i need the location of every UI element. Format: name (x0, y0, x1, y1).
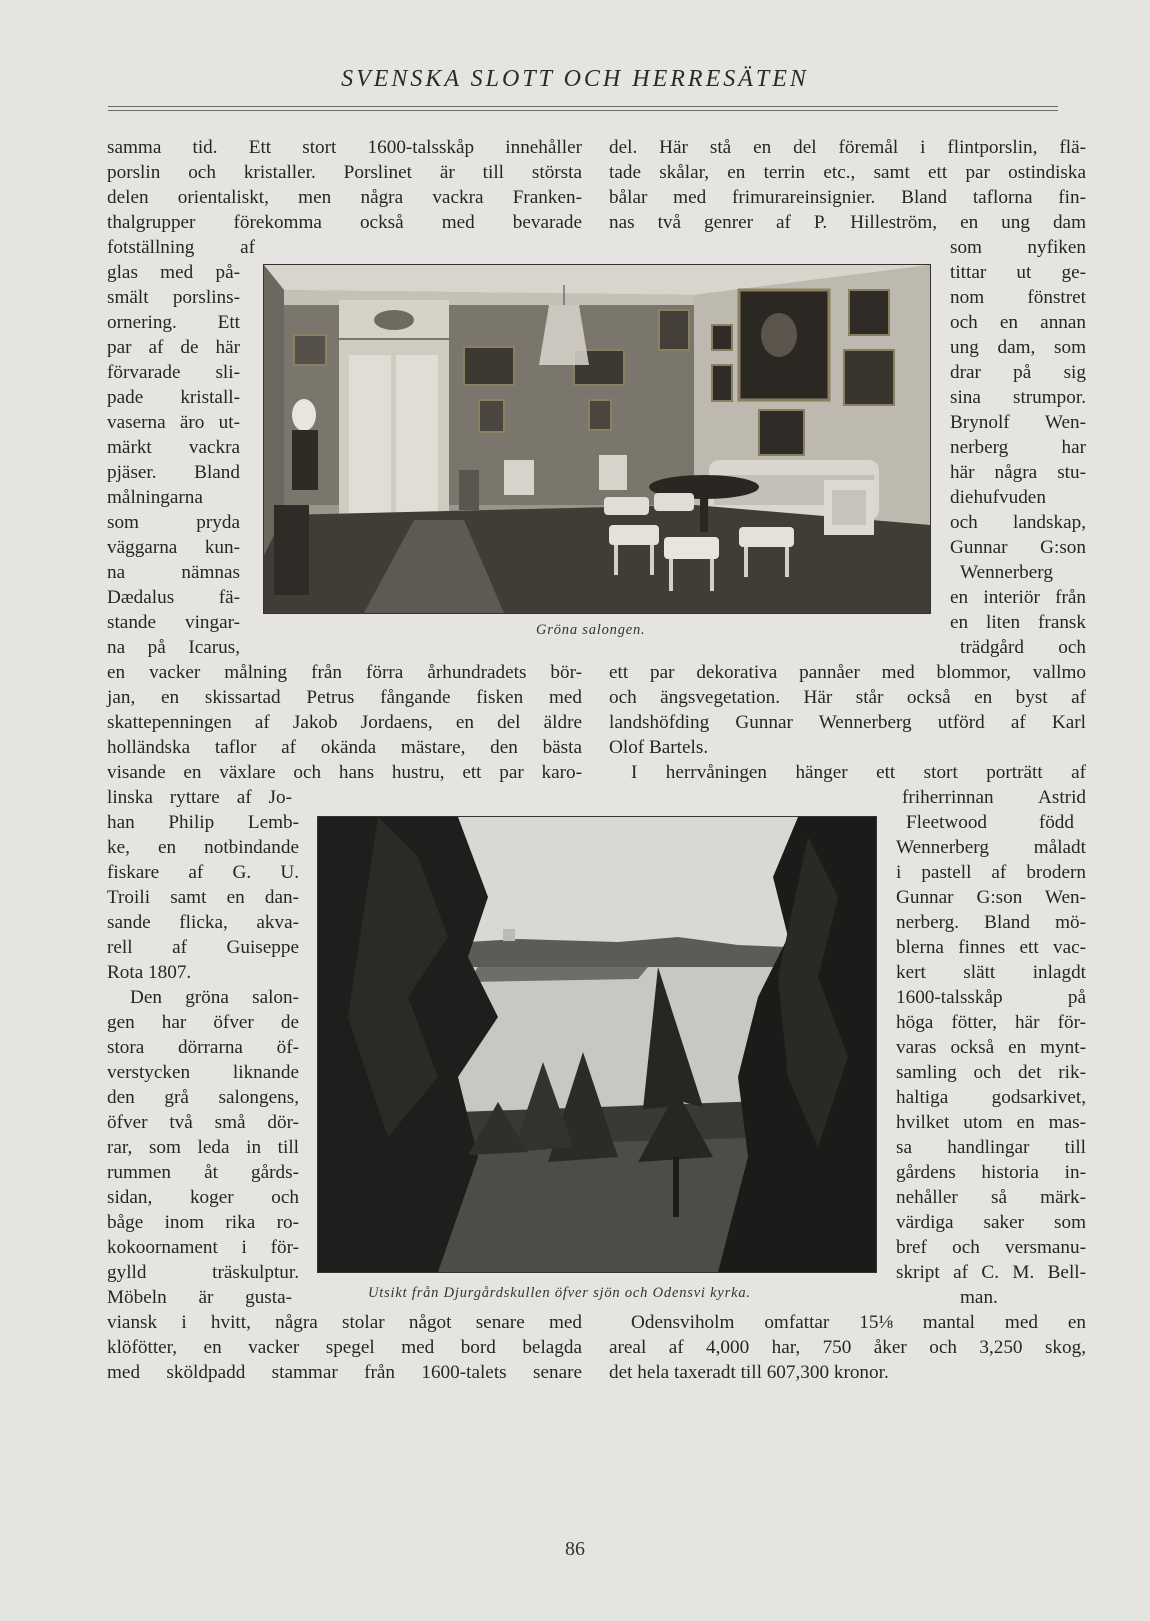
text-line: bref och versmanu- (896, 1237, 1086, 1258)
text-line: kokoornament i för- (107, 1237, 299, 1258)
page-number: 86 (565, 1538, 585, 1560)
text-line: stande vingar- (107, 612, 240, 633)
text-line: förvarade sli- (107, 362, 240, 383)
text-line: skattepenningen af Jakob Jordaens, en del äldre (107, 712, 582, 733)
text-line: Gunnar G:son Wen- (896, 887, 1086, 908)
text-line: sidan, koger och (107, 1187, 299, 1208)
text-line: diehufvuden (950, 487, 1046, 508)
text-line: vaserna äro ut- (107, 412, 240, 433)
text-line: skript af C. M. Bell- (896, 1262, 1086, 1283)
text-line: na nämnas (107, 562, 240, 583)
text-line: fiskare af G. U. (107, 862, 299, 883)
text-line: och en annan (950, 312, 1086, 333)
text-line: 1600-talsskåp på (896, 987, 1086, 1008)
text-line: pjäser. Bland (107, 462, 240, 483)
text-line: na på Icarus, (107, 637, 240, 658)
text-line: nas två genrer af P. Hilleström, en ung dam (609, 212, 1086, 233)
text-line: nerberg har (950, 437, 1086, 458)
text-line: sa handlingar till (896, 1137, 1086, 1158)
text-line: en interiör från (950, 587, 1086, 608)
text-line: som nyfiken (950, 237, 1086, 258)
text-line: linska ryttare af Jo- (107, 787, 292, 808)
text-line: varas också en mynt- (896, 1037, 1086, 1058)
text-line: målningarna (107, 487, 203, 508)
text-line: blerna finnes ett vac- (896, 937, 1086, 958)
text-line: som pryda (107, 512, 240, 533)
text-line: båge inom rika ro- (107, 1212, 299, 1233)
text-line: viansk i hvitt, några stolar något senare med (107, 1312, 582, 1333)
salon-caption: Gröna salongen. (536, 622, 646, 638)
text-line: sina strumpor. (950, 387, 1086, 408)
text-line: med sköldpadd stammar från 1600-talets senare (107, 1362, 582, 1383)
text-line: märkt vackra (107, 437, 240, 458)
text-line: I herrvåningen hänger ett stort porträtt af (631, 762, 1086, 783)
text-line: Gunnar G:son (950, 537, 1086, 558)
text-line: verstycken liknande (107, 1062, 299, 1083)
text-line: Möbeln är gusta- (107, 1287, 292, 1308)
header-rule-second (108, 110, 1058, 111)
text-line: drar på sig (950, 362, 1086, 383)
running-header: SVENSKA SLOTT OCH HERRESÄTEN (341, 66, 809, 92)
text-line: smält porslins- (107, 287, 240, 308)
text-line: visande en växlare och hans hustru, ett par karo- (107, 762, 582, 783)
text-line: nerberg. Bland mö- (896, 912, 1086, 933)
text-line: man. (960, 1287, 998, 1308)
text-line: fotställning af (107, 237, 255, 258)
text-line: väggarna kun- (107, 537, 240, 558)
text-line: delen orientaliskt, men några vackra Franken- (107, 187, 582, 208)
text-line: tade skålar, en terrin etc., samt ett par ostindiska (609, 162, 1086, 183)
text-line: och landskap, (950, 512, 1086, 533)
text-line: landshöfding Gunnar Wennerberg utförd af Karl (609, 712, 1086, 733)
text-line: den grå salongens, (107, 1087, 299, 1108)
text-line: en vacker målning från förra århundradets bör- (107, 662, 582, 683)
text-line: bålar med frimurareinsignier. Bland taflorna fin- (609, 187, 1086, 208)
text-line: areal af 4,000 har, 750 åker och 3,250 skog, (609, 1337, 1086, 1358)
text-line: ett par dekorativa pannåer med blommor, vallmo (609, 662, 1086, 683)
text-line: ke, en notbindande (107, 837, 299, 858)
text-line: han Philip Lemb- (107, 812, 299, 833)
text-line: nehåller så märk- (896, 1187, 1086, 1208)
text-line: värdiga saker som (896, 1212, 1086, 1233)
header-rule (108, 106, 1058, 107)
text-line: och ängsvegetation. Här står också en byst af (609, 687, 1086, 708)
salon-photo (263, 264, 931, 614)
text-line: rell af Guiseppe (107, 937, 299, 958)
text-line: nom fönstret (950, 287, 1086, 308)
lake-caption: Utsikt från Djurgårdskullen öfver sjön och Odensvi kyrka. (368, 1285, 751, 1301)
text-line: par af de här (107, 337, 240, 358)
text-line: ung dam, som (950, 337, 1086, 358)
text-line: klöfötter, en vacker spegel med bord belagda (107, 1337, 582, 1358)
text-line: höga fötter, här för- (896, 1012, 1086, 1033)
text-line: tittar ut ge- (950, 262, 1086, 283)
text-line: samma tid. Ett stort 1600-talsskåp innehåller (107, 137, 582, 158)
text-line: Troili samt en dan- (107, 887, 299, 908)
text-line: holländska taflor af okända mästare, den bästa (107, 737, 582, 758)
text-line: glas med på- (107, 262, 240, 283)
text-line: rummen åt gårds- (107, 1162, 299, 1183)
text-line: del. Här stå en del föremål i flintporslin, flä- (609, 137, 1086, 158)
text-line: haltiga godsarkivet, (896, 1087, 1086, 1108)
text-line: stora dörrarna öf- (107, 1037, 299, 1058)
text-line: pade kristall- (107, 387, 240, 408)
text-line: öfver två små dör- (107, 1112, 299, 1133)
text-line: en liten fransk (950, 612, 1086, 633)
text-line: Den gröna salon- (130, 987, 299, 1008)
text-line: Rota 1807. (107, 962, 192, 983)
text-line: trädgård och (960, 637, 1086, 658)
text-line: gylld träskulptur. (107, 1262, 299, 1283)
text-line: hvilket utom en mas- (896, 1112, 1086, 1133)
text-line: gen har öfver de (107, 1012, 299, 1033)
text-line: sande flicka, akva- (107, 912, 299, 933)
text-line: friherrinnan Astrid (902, 787, 1086, 808)
text-line: rar, som leda in till (107, 1137, 299, 1158)
text-line: Wennerberg måladt (896, 837, 1086, 858)
text-line: i pastell af brodern (896, 862, 1086, 883)
text-line: gårdens historia in- (896, 1162, 1086, 1183)
text-line: samling och det rik- (896, 1062, 1086, 1083)
text-line: Dædalus fä- (107, 587, 240, 608)
text-line: jan, en skissartad Petrus fångande fisken med (107, 687, 582, 708)
text-line: Fleetwood född (906, 812, 1074, 833)
text-line: kert slätt inlagdt (896, 962, 1086, 983)
text-line: porslin och kristaller. Porslinet är till största (107, 162, 582, 183)
text-line: Wennerberg (960, 562, 1053, 583)
text-line: thalgrupper förekomma också med bevarade (107, 212, 582, 233)
text-line: Brynolf Wen- (950, 412, 1086, 433)
text-line: ornering. Ett (107, 312, 240, 333)
text-line: här några stu- (950, 462, 1086, 483)
text-line: Olof Bartels. (609, 737, 709, 758)
text-line: Odensviholm omfattar 15⅛ mantal med en (631, 1312, 1086, 1333)
text-line: det hela taxeradt till 607,300 kronor. (609, 1362, 889, 1383)
lake-photo (317, 816, 877, 1273)
